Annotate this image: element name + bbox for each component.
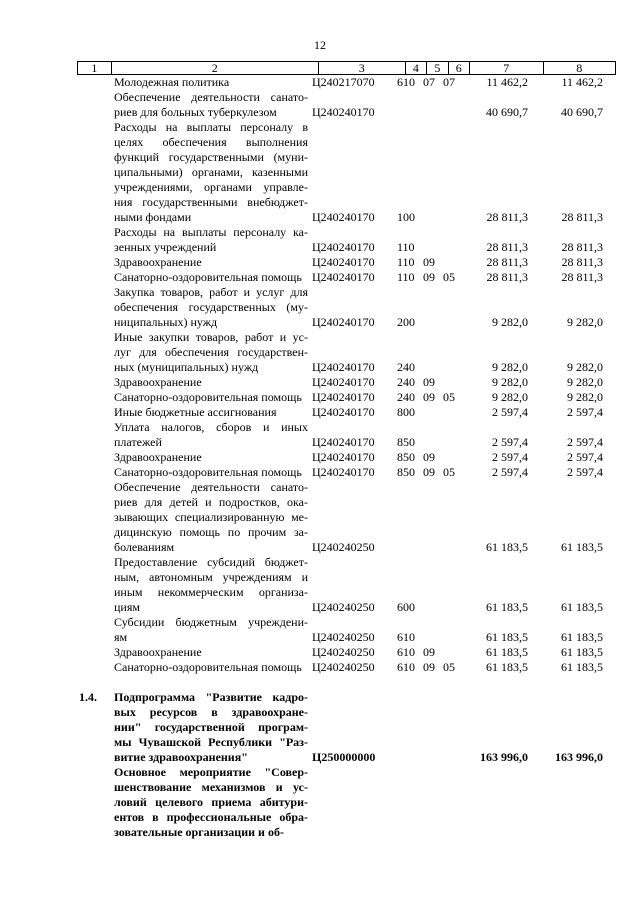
- row-name-line: Иные закупки товаров, работ и ус-: [114, 330, 308, 344]
- row-name: [114, 615, 308, 645]
- row-name: [114, 645, 308, 660]
- row-amount-col7: 61 183,5: [486, 645, 528, 659]
- row-code: Ц240240250: [312, 600, 375, 614]
- row-name-line: Санаторно-оздоровительная помощь: [114, 660, 302, 674]
- column-header-8: 8: [543, 62, 616, 75]
- row-subsection: 05: [443, 270, 455, 284]
- row-expense-type: 610: [397, 660, 415, 674]
- row-code: Ц240240170: [312, 315, 375, 329]
- row-code: Ц240240170: [312, 255, 375, 269]
- row-amount-col7: 2 597,4: [492, 435, 528, 449]
- row-expense-type: 600: [397, 600, 415, 614]
- row-name-line: функций государственными (муни-: [114, 150, 308, 164]
- column-header-6: 6: [448, 62, 469, 75]
- row-name-line: иным некоммерческим организа-: [114, 585, 308, 599]
- row-amount-col7: 163 996,0: [480, 750, 528, 764]
- row-amount-col7: 2 597,4: [492, 405, 528, 419]
- row-name-line: ям: [114, 630, 128, 644]
- row-subsection: 05: [443, 660, 455, 674]
- row-subsection: 07: [443, 75, 455, 89]
- row-name-line: мы Чувашской Республики "Раз-: [114, 735, 308, 749]
- row-expense-type: 110: [397, 240, 415, 254]
- row-name-line: Здравоохранение: [114, 255, 202, 269]
- row-code: Ц240240250: [312, 540, 375, 554]
- row-amount-col7: 61 183,5: [486, 660, 528, 674]
- row-expense-type: 240: [397, 360, 415, 374]
- row-name-line: Санаторно-оздоровительная помощь: [114, 270, 302, 284]
- row-name-line: Подпрограмма "Развитие кадро-: [114, 690, 308, 704]
- row-code: Ц250000000: [312, 750, 376, 764]
- row-name-line: Расходы на выплаты персоналу ка-: [114, 225, 308, 239]
- row-expense-type: 110: [397, 255, 415, 269]
- column-header-5: 5: [427, 62, 448, 75]
- row-name-line: Санаторно-оздоровительная помощь: [114, 390, 302, 404]
- row-section: 09: [423, 255, 435, 269]
- row-code: Ц240240250: [312, 660, 375, 674]
- row-name: [114, 330, 308, 375]
- row-amount-col8: 61 183,5: [561, 645, 603, 659]
- row-amount-col8: 2 597,4: [567, 465, 603, 479]
- row-name-line: Здравоохранение: [114, 645, 202, 659]
- row-amount-col7: 2 597,4: [492, 465, 528, 479]
- row-name-line: витие здравоохранения": [114, 750, 248, 764]
- row-name: [114, 480, 308, 555]
- row-name: [114, 660, 308, 675]
- row-section: 07: [423, 75, 435, 89]
- row-name-line: ными фондами: [114, 210, 192, 224]
- row-amount-col8: 2 597,4: [567, 405, 603, 419]
- row-amount-col8: 2 597,4: [567, 450, 603, 464]
- row-name-line: Молодежная политика: [114, 75, 230, 89]
- row-name-line: Основное мероприятие "Совер-: [114, 765, 308, 779]
- row-amount-col7: 9 282,0: [492, 360, 528, 374]
- row-name: [114, 225, 308, 255]
- row-name: [114, 390, 308, 405]
- row-name: [114, 375, 308, 390]
- row-code: Ц240240170: [312, 450, 375, 464]
- row-name-line: Обеспечение деятельности санато-: [114, 480, 308, 494]
- row-amount-col8: 28 811,3: [561, 255, 603, 269]
- row-expense-type: 240: [397, 390, 415, 404]
- row-amount-col7: 28 811,3: [486, 240, 528, 254]
- row-amount-col7: 28 811,3: [486, 270, 528, 284]
- row-amount-col7: 9 282,0: [492, 315, 528, 329]
- row-subsection: 05: [443, 390, 455, 404]
- row-expense-type: 850: [397, 435, 415, 449]
- row-expense-type: 800: [397, 405, 415, 419]
- row-expense-type: 610: [397, 75, 415, 89]
- row-name-line: зовательные организации и об-: [114, 825, 284, 839]
- row-amount-col7: 11 462,2: [486, 75, 528, 89]
- row-code: Ц240240170: [312, 360, 375, 374]
- row-amount-col8: 163 996,0: [555, 750, 603, 764]
- row-amount-col8: 40 690,7: [561, 105, 603, 119]
- row-code: Ц240240170: [312, 210, 375, 224]
- row-amount-col8: 2 597,4: [567, 435, 603, 449]
- row-expense-type: 200: [397, 315, 415, 329]
- row-expense-type: 240: [397, 375, 415, 389]
- row-name: [114, 465, 308, 480]
- row-name-line: ентов в профессиональные обра-: [114, 810, 308, 824]
- row-name-line: обеспечения государственных (му-: [114, 300, 308, 314]
- row-code: Ц240240170: [312, 405, 375, 419]
- column-header-7: 7: [470, 62, 544, 75]
- row-section: 09: [423, 660, 435, 674]
- row-code: Ц240240170: [312, 240, 375, 254]
- row-name-line: Уплата налогов, сборов и иных: [114, 420, 308, 434]
- row-name: [114, 555, 308, 615]
- row-name-line: Обеспечение деятельности санато-: [114, 90, 308, 104]
- row-amount-col8: 9 282,0: [567, 375, 603, 389]
- row-amount-col7: 9 282,0: [492, 390, 528, 404]
- row-index: 1.4.: [79, 690, 97, 704]
- row-code: Ц240240250: [312, 645, 375, 659]
- row-name-line: Субсидии бюджетным учреждени-: [114, 615, 308, 629]
- row-amount-col8: 28 811,3: [561, 240, 603, 254]
- row-name-line: Санаторно-оздоровительная помощь: [114, 465, 302, 479]
- row-amount-col7: 61 183,5: [486, 540, 528, 554]
- row-amount-col7: 61 183,5: [486, 630, 528, 644]
- row-name-line: Иные бюджетные ассигнования: [114, 405, 277, 419]
- row-name-line: дицинскую помощь по прочим за-: [114, 525, 308, 539]
- column-header-4: 4: [405, 62, 426, 75]
- row-name: [114, 75, 308, 90]
- row-name: [114, 450, 308, 465]
- row-name: [114, 90, 308, 120]
- row-code: Ц240240170: [312, 465, 375, 479]
- row-amount-col8: 61 183,5: [561, 630, 603, 644]
- row-name-line: целях обеспечения выполнения: [114, 135, 308, 149]
- row-name-line: луг для обеспечения государствен-: [114, 345, 308, 359]
- column-header-2: 2: [111, 62, 318, 75]
- row-name-line: нии" государственной програм-: [114, 720, 308, 734]
- row-amount-col7: 40 690,7: [486, 105, 528, 119]
- row-amount-col8: 9 282,0: [567, 315, 603, 329]
- row-name-line: ниципальных) нужд: [114, 315, 218, 329]
- row-name: [114, 255, 308, 270]
- row-name-line: ния государственными внебюджет-: [114, 195, 308, 209]
- row-code: Ц240240250: [312, 630, 375, 644]
- column-header-3: 3: [318, 62, 405, 75]
- row-expense-type: 100: [397, 210, 415, 224]
- row-amount-col8: 28 811,3: [561, 270, 603, 284]
- row-section: 09: [423, 450, 435, 464]
- row-amount-col7: 2 597,4: [492, 450, 528, 464]
- row-name-line: Предоставление субсидий бюджет-: [114, 555, 308, 569]
- row-amount-col7: 28 811,3: [486, 255, 528, 269]
- column-header-1: 1: [78, 62, 112, 75]
- row-name-line: Расходы на выплаты персоналу в: [114, 120, 308, 134]
- row-expense-type: 610: [397, 630, 415, 644]
- column-header-row: [77, 61, 616, 75]
- row-name-line: Здравоохранение: [114, 450, 202, 464]
- row-name: [114, 405, 308, 420]
- row-name-line: ципальными) органами, казенными: [114, 165, 308, 179]
- row-code: Ц240217070: [312, 75, 375, 89]
- row-code: Ц240240170: [312, 270, 375, 284]
- page-number: 12: [314, 38, 326, 52]
- row-section: 09: [423, 375, 435, 389]
- row-expense-type: 110: [397, 270, 415, 284]
- row-section: 09: [423, 645, 435, 659]
- row-name-line: ных (муниципальных) нужд: [114, 360, 259, 374]
- row-amount-col8: 61 183,5: [561, 660, 603, 674]
- row-name: [114, 765, 308, 840]
- row-name: [114, 285, 308, 330]
- row-expense-type: 610: [397, 645, 415, 659]
- row-amount-col8: 11 462,2: [561, 75, 603, 89]
- row-code: Ц240240170: [312, 375, 375, 389]
- row-name-line: ловий целевого приема абитури-: [114, 795, 308, 809]
- row-section: 09: [423, 390, 435, 404]
- row-name-line: зывающих специализированную ме-: [114, 510, 308, 524]
- row-name-line: риев для детей и подростков, ока-: [114, 495, 308, 509]
- row-name-line: зенных учреждений: [114, 240, 217, 254]
- row-name-line: Закупка товаров, работ и услуг для: [114, 285, 308, 299]
- row-amount-col8: 28 811,3: [561, 210, 603, 224]
- row-name: [114, 120, 308, 225]
- row-amount-col8: 61 183,5: [561, 540, 603, 554]
- row-name-line: ным, автономным учреждениям и: [114, 570, 308, 584]
- row-name: [114, 690, 308, 765]
- row-code: Ц240240170: [312, 435, 375, 449]
- row-amount-col8: 61 183,5: [561, 600, 603, 614]
- row-section: 09: [423, 270, 435, 284]
- row-amount-col8: 9 282,0: [567, 390, 603, 404]
- row-expense-type: 850: [397, 450, 415, 464]
- row-name-line: платежей: [114, 435, 162, 449]
- row-amount-col7: 28 811,3: [486, 210, 528, 224]
- row-name-line: циям: [114, 600, 140, 614]
- row-subsection: 05: [443, 465, 455, 479]
- row-expense-type: 850: [397, 465, 415, 479]
- row-code: Ц240240170: [312, 105, 375, 119]
- row-name-line: вых ресурсов в здравоохране-: [114, 705, 308, 719]
- row-name-line: болеваниям: [114, 540, 175, 554]
- row-name-line: шенствование механизмов и ус-: [114, 780, 308, 794]
- row-name-line: учреждениями, органами управле-: [114, 180, 308, 194]
- row-name-line: Здравоохранение: [114, 375, 202, 389]
- row-name-line: риев для больных туберкулезом: [114, 105, 277, 119]
- row-name: [114, 420, 308, 450]
- row-name: [114, 270, 308, 285]
- row-code: Ц240240170: [312, 390, 375, 404]
- row-section: 09: [423, 465, 435, 479]
- row-amount-col8: 9 282,0: [567, 360, 603, 374]
- row-amount-col7: 9 282,0: [492, 375, 528, 389]
- row-amount-col7: 61 183,5: [486, 600, 528, 614]
